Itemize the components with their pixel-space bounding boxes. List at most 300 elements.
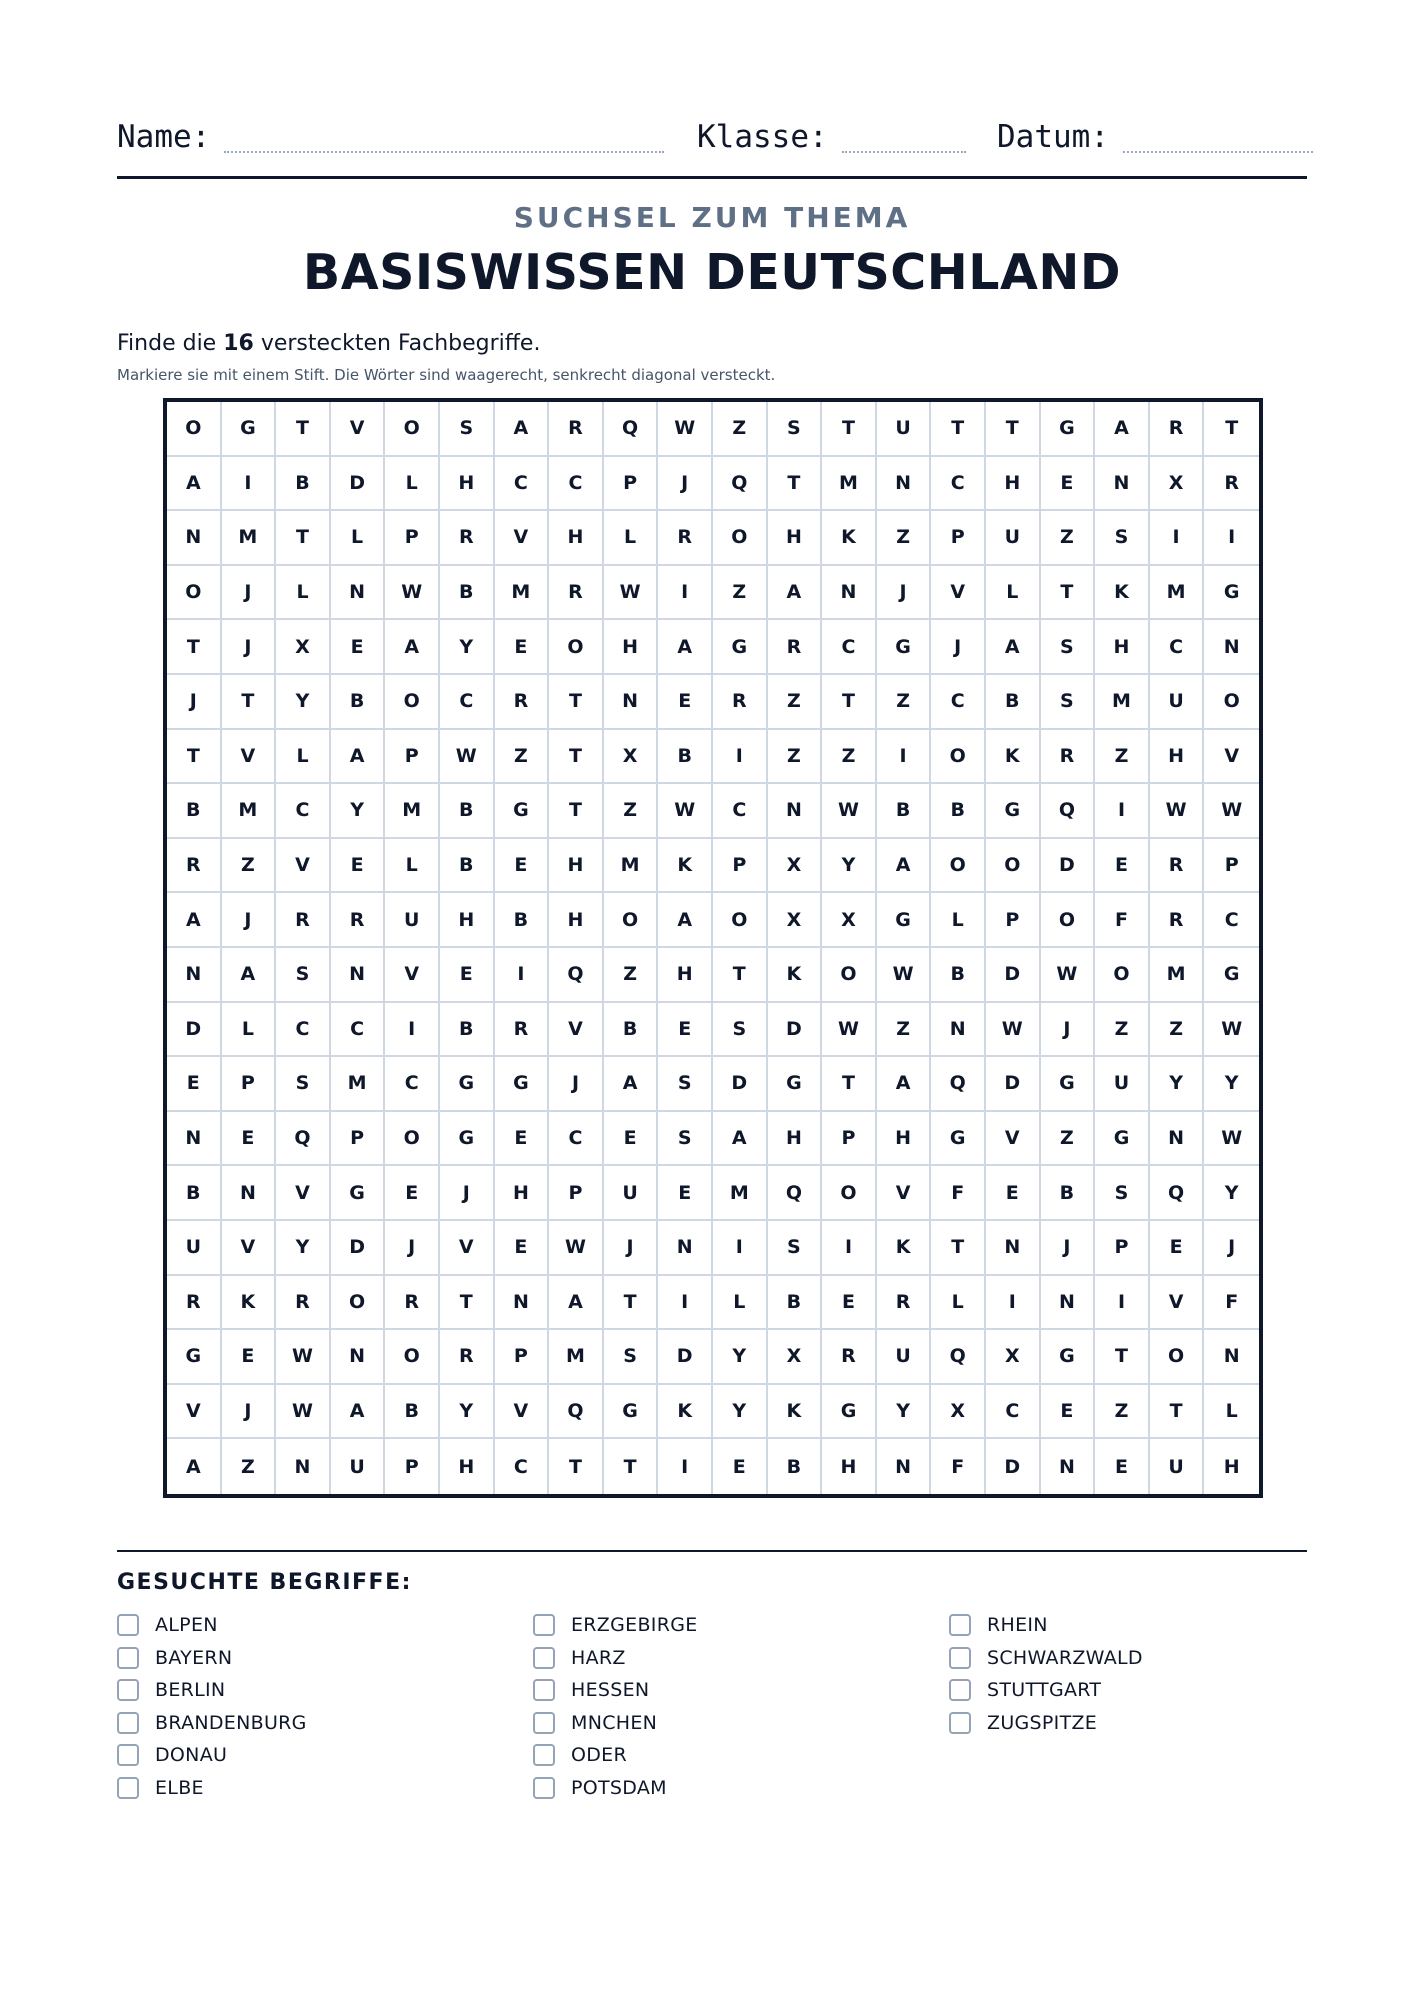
grid-cell[interactable]: M bbox=[713, 1166, 768, 1221]
grid-cell[interactable]: L bbox=[713, 1276, 768, 1331]
grid-cell[interactable]: R bbox=[1150, 839, 1205, 894]
grid-cell[interactable]: P bbox=[549, 1166, 604, 1221]
grid-cell[interactable]: A bbox=[768, 566, 823, 621]
grid-cell[interactable]: D bbox=[986, 1057, 1041, 1112]
grid-cell[interactable]: L bbox=[986, 566, 1041, 621]
grid-cell[interactable]: D bbox=[331, 457, 386, 512]
grid-cell[interactable]: M bbox=[604, 839, 659, 894]
grid-cell[interactable]: N bbox=[167, 1112, 222, 1167]
grid-cell[interactable]: B bbox=[440, 839, 495, 894]
grid-cell[interactable]: Z bbox=[1041, 1112, 1096, 1167]
grid-cell[interactable]: Z bbox=[713, 402, 768, 457]
grid-cell[interactable]: J bbox=[1041, 1003, 1096, 1058]
grid-cell[interactable]: I bbox=[713, 1221, 768, 1276]
grid-cell[interactable]: P bbox=[385, 511, 440, 566]
grid-cell[interactable]: C bbox=[549, 457, 604, 512]
grid-cell[interactable]: N bbox=[331, 1330, 386, 1385]
grid-cell[interactable]: K bbox=[822, 511, 877, 566]
grid-cell[interactable]: R bbox=[713, 675, 768, 730]
grid-cell[interactable]: G bbox=[1204, 566, 1259, 621]
grid-cell[interactable]: A bbox=[222, 948, 277, 1003]
grid-cell[interactable]: Z bbox=[222, 1439, 277, 1494]
grid-cell[interactable]: H bbox=[1095, 620, 1150, 675]
grid-cell[interactable]: W bbox=[658, 402, 713, 457]
grid-cell[interactable]: Z bbox=[222, 839, 277, 894]
grid-cell[interactable]: A bbox=[986, 620, 1041, 675]
grid-cell[interactable]: E bbox=[1041, 457, 1096, 512]
grid-cell[interactable]: T bbox=[822, 1057, 877, 1112]
grid-cell[interactable]: Q bbox=[931, 1057, 986, 1112]
grid-cell[interactable]: G bbox=[440, 1057, 495, 1112]
grid-cell[interactable]: E bbox=[440, 948, 495, 1003]
grid-cell[interactable]: D bbox=[1041, 839, 1096, 894]
grid-cell[interactable]: I bbox=[713, 730, 768, 785]
grid-cell[interactable]: R bbox=[768, 620, 823, 675]
grid-cell[interactable]: W bbox=[822, 1003, 877, 1058]
grid-cell[interactable]: G bbox=[877, 620, 932, 675]
grid-cell[interactable]: V bbox=[331, 402, 386, 457]
grid-cell[interactable]: A bbox=[385, 620, 440, 675]
grid-cell[interactable]: R bbox=[822, 1330, 877, 1385]
grid-cell[interactable]: L bbox=[222, 1003, 277, 1058]
grid-cell[interactable]: O bbox=[713, 511, 768, 566]
grid-cell[interactable]: Z bbox=[604, 948, 659, 1003]
grid-cell[interactable]: G bbox=[1041, 1057, 1096, 1112]
grid-cell[interactable]: J bbox=[222, 566, 277, 621]
grid-cell[interactable]: G bbox=[713, 620, 768, 675]
grid-cell[interactable]: J bbox=[222, 620, 277, 675]
grid-cell[interactable]: B bbox=[931, 784, 986, 839]
grid-cell[interactable]: P bbox=[822, 1112, 877, 1167]
grid-cell[interactable]: D bbox=[331, 1221, 386, 1276]
grid-cell[interactable]: A bbox=[877, 839, 932, 894]
grid-cell[interactable]: H bbox=[549, 893, 604, 948]
grid-cell[interactable]: I bbox=[658, 1276, 713, 1331]
grid-cell[interactable]: T bbox=[713, 948, 768, 1003]
grid-cell[interactable]: U bbox=[385, 893, 440, 948]
grid-cell[interactable]: E bbox=[1095, 1439, 1150, 1494]
grid-cell[interactable]: P bbox=[385, 730, 440, 785]
grid-cell[interactable]: Q bbox=[604, 402, 659, 457]
grid-cell[interactable]: V bbox=[222, 1221, 277, 1276]
grid-cell[interactable]: V bbox=[549, 1003, 604, 1058]
grid-cell[interactable]: N bbox=[877, 1439, 932, 1494]
grid-cell[interactable]: M bbox=[1095, 675, 1150, 730]
grid-cell[interactable]: Y bbox=[440, 1385, 495, 1440]
grid-cell[interactable]: G bbox=[222, 402, 277, 457]
grid-cell[interactable]: B bbox=[331, 675, 386, 730]
grid-cell[interactable]: Z bbox=[877, 675, 932, 730]
grid-cell[interactable]: Z bbox=[822, 730, 877, 785]
grid-cell[interactable]: N bbox=[986, 1221, 1041, 1276]
grid-cell[interactable]: T bbox=[986, 402, 1041, 457]
grid-cell[interactable]: B bbox=[167, 784, 222, 839]
grid-cell[interactable]: V bbox=[385, 948, 440, 1003]
grid-cell[interactable]: C bbox=[1204, 893, 1259, 948]
grid-cell[interactable]: C bbox=[495, 457, 550, 512]
grid-cell[interactable]: P bbox=[222, 1057, 277, 1112]
grid-cell[interactable]: N bbox=[331, 948, 386, 1003]
grid-cell[interactable]: S bbox=[1095, 1166, 1150, 1221]
grid-cell[interactable]: N bbox=[931, 1003, 986, 1058]
grid-cell[interactable]: H bbox=[604, 620, 659, 675]
grid-cell[interactable]: C bbox=[331, 1003, 386, 1058]
grid-cell[interactable]: Y bbox=[1150, 1057, 1205, 1112]
grid-cell[interactable]: Z bbox=[1150, 1003, 1205, 1058]
grid-cell[interactable]: G bbox=[495, 1057, 550, 1112]
grid-cell[interactable]: Y bbox=[822, 839, 877, 894]
grid-cell[interactable]: P bbox=[986, 893, 1041, 948]
grid-cell[interactable]: C bbox=[385, 1057, 440, 1112]
grid-cell[interactable]: X bbox=[931, 1385, 986, 1440]
term-checkbox[interactable] bbox=[533, 1647, 555, 1669]
grid-cell[interactable]: K bbox=[658, 839, 713, 894]
grid-cell[interactable]: J bbox=[658, 457, 713, 512]
grid-cell[interactable]: H bbox=[440, 893, 495, 948]
grid-cell[interactable]: O bbox=[822, 1166, 877, 1221]
grid-cell[interactable]: N bbox=[1041, 1276, 1096, 1331]
grid-cell[interactable]: X bbox=[986, 1330, 1041, 1385]
grid-cell[interactable]: J bbox=[931, 620, 986, 675]
grid-cell[interactable]: K bbox=[658, 1385, 713, 1440]
grid-cell[interactable]: X bbox=[768, 1330, 823, 1385]
grid-cell[interactable]: S bbox=[604, 1330, 659, 1385]
grid-cell[interactable]: M bbox=[385, 784, 440, 839]
grid-cell[interactable]: Q bbox=[549, 1385, 604, 1440]
term-checkbox[interactable] bbox=[117, 1679, 139, 1701]
grid-cell[interactable]: E bbox=[495, 839, 550, 894]
grid-cell[interactable]: V bbox=[495, 511, 550, 566]
grid-cell[interactable]: A bbox=[331, 730, 386, 785]
grid-cell[interactable]: R bbox=[495, 1003, 550, 1058]
grid-cell[interactable]: L bbox=[931, 893, 986, 948]
grid-cell[interactable]: S bbox=[768, 402, 823, 457]
grid-cell[interactable]: K bbox=[877, 1221, 932, 1276]
grid-cell[interactable]: O bbox=[167, 402, 222, 457]
grid-cell[interactable]: M bbox=[222, 511, 277, 566]
grid-cell[interactable]: L bbox=[385, 457, 440, 512]
grid-cell[interactable]: R bbox=[495, 675, 550, 730]
grid-cell[interactable]: V bbox=[986, 1112, 1041, 1167]
grid-cell[interactable]: T bbox=[276, 511, 331, 566]
grid-cell[interactable]: R bbox=[440, 1330, 495, 1385]
grid-cell[interactable]: A bbox=[167, 1439, 222, 1494]
grid-cell[interactable]: G bbox=[877, 893, 932, 948]
grid-cell[interactable]: N bbox=[222, 1166, 277, 1221]
grid-cell[interactable]: O bbox=[167, 566, 222, 621]
grid-cell[interactable]: W bbox=[1204, 1003, 1259, 1058]
grid-cell[interactable]: B bbox=[986, 675, 1041, 730]
grid-cell[interactable]: I bbox=[877, 730, 932, 785]
grid-cell[interactable]: G bbox=[440, 1112, 495, 1167]
grid-cell[interactable]: I bbox=[658, 566, 713, 621]
grid-cell[interactable]: C bbox=[931, 457, 986, 512]
grid-cell[interactable]: X bbox=[604, 730, 659, 785]
grid-cell[interactable]: J bbox=[385, 1221, 440, 1276]
grid-cell[interactable]: M bbox=[222, 784, 277, 839]
grid-cell[interactable]: P bbox=[495, 1330, 550, 1385]
grid-cell[interactable]: M bbox=[822, 457, 877, 512]
grid-cell[interactable]: F bbox=[1095, 893, 1150, 948]
grid-cell[interactable]: K bbox=[222, 1276, 277, 1331]
grid-cell[interactable]: J bbox=[877, 566, 932, 621]
grid-cell[interactable]: R bbox=[167, 839, 222, 894]
grid-cell[interactable]: D bbox=[768, 1003, 823, 1058]
grid-cell[interactable]: T bbox=[931, 1221, 986, 1276]
grid-cell[interactable]: U bbox=[1150, 675, 1205, 730]
grid-cell[interactable]: E bbox=[222, 1112, 277, 1167]
grid-cell[interactable]: M bbox=[331, 1057, 386, 1112]
grid-cell[interactable]: Y bbox=[331, 784, 386, 839]
grid-cell[interactable]: K bbox=[1095, 566, 1150, 621]
grid-cell[interactable]: N bbox=[1041, 1439, 1096, 1494]
grid-cell[interactable]: Z bbox=[768, 730, 823, 785]
grid-cell[interactable]: W bbox=[1150, 784, 1205, 839]
grid-cell[interactable]: Y bbox=[713, 1385, 768, 1440]
grid-cell[interactable]: K bbox=[768, 1385, 823, 1440]
grid-cell[interactable]: Q bbox=[1150, 1166, 1205, 1221]
grid-cell[interactable]: E bbox=[385, 1166, 440, 1221]
grid-cell[interactable]: L bbox=[276, 566, 331, 621]
grid-cell[interactable]: S bbox=[276, 948, 331, 1003]
grid-cell[interactable]: F bbox=[1204, 1276, 1259, 1331]
grid-cell[interactable]: P bbox=[1204, 839, 1259, 894]
grid-cell[interactable]: T bbox=[822, 402, 877, 457]
date-line[interactable] bbox=[1123, 123, 1313, 153]
grid-cell[interactable]: L bbox=[1204, 1385, 1259, 1440]
grid-cell[interactable]: C bbox=[931, 675, 986, 730]
term-checkbox[interactable] bbox=[949, 1679, 971, 1701]
grid-cell[interactable]: M bbox=[1150, 948, 1205, 1003]
grid-cell[interactable]: L bbox=[385, 839, 440, 894]
grid-cell[interactable]: N bbox=[167, 948, 222, 1003]
grid-cell[interactable]: O bbox=[549, 620, 604, 675]
grid-cell[interactable]: G bbox=[822, 1385, 877, 1440]
grid-cell[interactable]: X bbox=[822, 893, 877, 948]
grid-cell[interactable]: S bbox=[440, 402, 495, 457]
grid-cell[interactable]: Y bbox=[276, 675, 331, 730]
grid-cell[interactable]: V bbox=[931, 566, 986, 621]
grid-cell[interactable]: Q bbox=[276, 1112, 331, 1167]
grid-cell[interactable]: R bbox=[167, 1276, 222, 1331]
grid-cell[interactable]: R bbox=[276, 1276, 331, 1331]
grid-cell[interactable]: R bbox=[1041, 730, 1096, 785]
grid-cell[interactable]: Z bbox=[877, 1003, 932, 1058]
grid-cell[interactable]: R bbox=[1204, 457, 1259, 512]
grid-cell[interactable]: I bbox=[1095, 784, 1150, 839]
grid-cell[interactable]: H bbox=[440, 457, 495, 512]
grid-cell[interactable]: O bbox=[931, 839, 986, 894]
grid-cell[interactable]: B bbox=[495, 893, 550, 948]
grid-cell[interactable]: N bbox=[1095, 457, 1150, 512]
grid-cell[interactable]: S bbox=[768, 1221, 823, 1276]
grid-cell[interactable]: Z bbox=[713, 566, 768, 621]
grid-cell[interactable]: O bbox=[385, 675, 440, 730]
grid-cell[interactable]: A bbox=[658, 893, 713, 948]
grid-cell[interactable]: O bbox=[1095, 948, 1150, 1003]
grid-cell[interactable]: L bbox=[276, 730, 331, 785]
grid-cell[interactable]: T bbox=[440, 1276, 495, 1331]
grid-cell[interactable]: O bbox=[385, 1112, 440, 1167]
grid-cell[interactable]: U bbox=[331, 1439, 386, 1494]
grid-cell[interactable]: U bbox=[604, 1166, 659, 1221]
grid-cell[interactable]: E bbox=[167, 1057, 222, 1112]
grid-cell[interactable]: W bbox=[440, 730, 495, 785]
grid-cell[interactable]: R bbox=[549, 566, 604, 621]
term-checkbox[interactable] bbox=[117, 1647, 139, 1669]
grid-cell[interactable]: A bbox=[495, 402, 550, 457]
grid-cell[interactable]: T bbox=[604, 1439, 659, 1494]
grid-cell[interactable]: B bbox=[658, 730, 713, 785]
grid-cell[interactable]: E bbox=[331, 839, 386, 894]
grid-cell[interactable]: U bbox=[986, 511, 1041, 566]
grid-cell[interactable]: N bbox=[1150, 1112, 1205, 1167]
grid-cell[interactable]: A bbox=[167, 893, 222, 948]
grid-cell[interactable]: U bbox=[877, 1330, 932, 1385]
term-checkbox[interactable] bbox=[117, 1777, 139, 1799]
grid-cell[interactable]: W bbox=[276, 1330, 331, 1385]
grid-cell[interactable]: V bbox=[276, 1166, 331, 1221]
grid-cell[interactable]: G bbox=[931, 1112, 986, 1167]
grid-cell[interactable]: E bbox=[331, 620, 386, 675]
grid-cell[interactable]: S bbox=[658, 1057, 713, 1112]
grid-cell[interactable]: A bbox=[604, 1057, 659, 1112]
grid-cell[interactable]: Q bbox=[549, 948, 604, 1003]
grid-cell[interactable]: S bbox=[1041, 620, 1096, 675]
grid-cell[interactable]: Y bbox=[440, 620, 495, 675]
grid-cell[interactable]: Y bbox=[877, 1385, 932, 1440]
grid-cell[interactable]: B bbox=[385, 1385, 440, 1440]
grid-cell[interactable]: Q bbox=[713, 457, 768, 512]
grid-cell[interactable]: Z bbox=[1095, 1385, 1150, 1440]
term-checkbox[interactable] bbox=[117, 1744, 139, 1766]
grid-cell[interactable]: Z bbox=[495, 730, 550, 785]
grid-cell[interactable]: H bbox=[440, 1439, 495, 1494]
grid-cell[interactable]: E bbox=[658, 675, 713, 730]
grid-cell[interactable]: Q bbox=[1041, 784, 1096, 839]
grid-cell[interactable]: Q bbox=[768, 1166, 823, 1221]
grid-cell[interactable]: H bbox=[822, 1439, 877, 1494]
grid-cell[interactable]: N bbox=[1204, 1330, 1259, 1385]
grid-cell[interactable]: C bbox=[440, 675, 495, 730]
grid-cell[interactable]: C bbox=[1150, 620, 1205, 675]
grid-cell[interactable]: Z bbox=[1041, 511, 1096, 566]
grid-cell[interactable]: H bbox=[549, 511, 604, 566]
grid-cell[interactable]: E bbox=[1150, 1221, 1205, 1276]
grid-cell[interactable]: Y bbox=[713, 1330, 768, 1385]
grid-cell[interactable]: C bbox=[276, 784, 331, 839]
grid-cell[interactable]: T bbox=[167, 730, 222, 785]
grid-cell[interactable]: W bbox=[276, 1385, 331, 1440]
grid-cell[interactable]: I bbox=[658, 1439, 713, 1494]
grid-cell[interactable]: B bbox=[440, 1003, 495, 1058]
grid-cell[interactable]: T bbox=[167, 620, 222, 675]
grid-cell[interactable]: L bbox=[331, 511, 386, 566]
grid-cell[interactable]: V bbox=[1150, 1276, 1205, 1331]
term-checkbox[interactable] bbox=[533, 1744, 555, 1766]
grid-cell[interactable]: C bbox=[495, 1439, 550, 1494]
grid-cell[interactable]: U bbox=[1150, 1439, 1205, 1494]
grid-cell[interactable]: B bbox=[440, 784, 495, 839]
grid-cell[interactable]: R bbox=[1150, 893, 1205, 948]
grid-cell[interactable]: L bbox=[604, 511, 659, 566]
grid-cell[interactable]: N bbox=[167, 511, 222, 566]
grid-cell[interactable]: N bbox=[331, 566, 386, 621]
grid-cell[interactable]: K bbox=[986, 730, 1041, 785]
grid-cell[interactable]: T bbox=[1150, 1385, 1205, 1440]
grid-cell[interactable]: T bbox=[604, 1276, 659, 1331]
grid-cell[interactable]: W bbox=[822, 784, 877, 839]
grid-cell[interactable]: U bbox=[877, 402, 932, 457]
grid-cell[interactable]: N bbox=[658, 1221, 713, 1276]
grid-cell[interactable]: M bbox=[495, 566, 550, 621]
grid-cell[interactable]: T bbox=[822, 675, 877, 730]
grid-cell[interactable]: H bbox=[549, 839, 604, 894]
grid-cell[interactable]: G bbox=[1041, 402, 1096, 457]
grid-cell[interactable]: F bbox=[931, 1439, 986, 1494]
grid-cell[interactable]: O bbox=[931, 730, 986, 785]
grid-cell[interactable]: J bbox=[1041, 1221, 1096, 1276]
term-checkbox[interactable] bbox=[949, 1712, 971, 1734]
grid-cell[interactable]: E bbox=[1095, 839, 1150, 894]
grid-cell[interactable]: C bbox=[986, 1385, 1041, 1440]
grid-cell[interactable]: O bbox=[986, 839, 1041, 894]
grid-cell[interactable]: Q bbox=[931, 1330, 986, 1385]
grid-cell[interactable]: T bbox=[549, 784, 604, 839]
grid-cell[interactable]: J bbox=[167, 675, 222, 730]
grid-cell[interactable]: V bbox=[276, 839, 331, 894]
grid-cell[interactable]: A bbox=[167, 457, 222, 512]
grid-cell[interactable]: W bbox=[986, 1003, 1041, 1058]
grid-cell[interactable]: I bbox=[385, 1003, 440, 1058]
grid-cell[interactable]: N bbox=[822, 566, 877, 621]
grid-cell[interactable]: I bbox=[222, 457, 277, 512]
grid-cell[interactable]: H bbox=[986, 457, 1041, 512]
grid-cell[interactable]: G bbox=[167, 1330, 222, 1385]
grid-cell[interactable]: P bbox=[331, 1112, 386, 1167]
grid-cell[interactable]: O bbox=[713, 893, 768, 948]
grid-cell[interactable]: E bbox=[604, 1112, 659, 1167]
grid-cell[interactable]: O bbox=[385, 1330, 440, 1385]
grid-cell[interactable]: B bbox=[768, 1439, 823, 1494]
grid-cell[interactable]: X bbox=[1150, 457, 1205, 512]
grid-cell[interactable]: B bbox=[276, 457, 331, 512]
grid-cell[interactable]: W bbox=[1204, 1112, 1259, 1167]
grid-cell[interactable]: H bbox=[495, 1166, 550, 1221]
term-checkbox[interactable] bbox=[533, 1777, 555, 1799]
grid-cell[interactable]: I bbox=[1095, 1276, 1150, 1331]
grid-cell[interactable]: P bbox=[604, 457, 659, 512]
term-checkbox[interactable] bbox=[949, 1614, 971, 1636]
grid-cell[interactable]: J bbox=[1204, 1221, 1259, 1276]
grid-cell[interactable]: A bbox=[658, 620, 713, 675]
grid-cell[interactable]: X bbox=[768, 893, 823, 948]
grid-cell[interactable]: T bbox=[768, 457, 823, 512]
grid-cell[interactable]: V bbox=[440, 1221, 495, 1276]
grid-cell[interactable]: X bbox=[768, 839, 823, 894]
grid-cell[interactable]: C bbox=[822, 620, 877, 675]
grid-cell[interactable]: D bbox=[713, 1057, 768, 1112]
grid-cell[interactable]: G bbox=[331, 1166, 386, 1221]
grid-cell[interactable]: Y bbox=[1204, 1166, 1259, 1221]
grid-cell[interactable]: T bbox=[1204, 402, 1259, 457]
grid-cell[interactable]: Z bbox=[768, 675, 823, 730]
grid-cell[interactable]: J bbox=[604, 1221, 659, 1276]
grid-cell[interactable]: E bbox=[658, 1003, 713, 1058]
grid-cell[interactable]: S bbox=[276, 1057, 331, 1112]
grid-cell[interactable]: S bbox=[658, 1112, 713, 1167]
term-checkbox[interactable] bbox=[533, 1614, 555, 1636]
